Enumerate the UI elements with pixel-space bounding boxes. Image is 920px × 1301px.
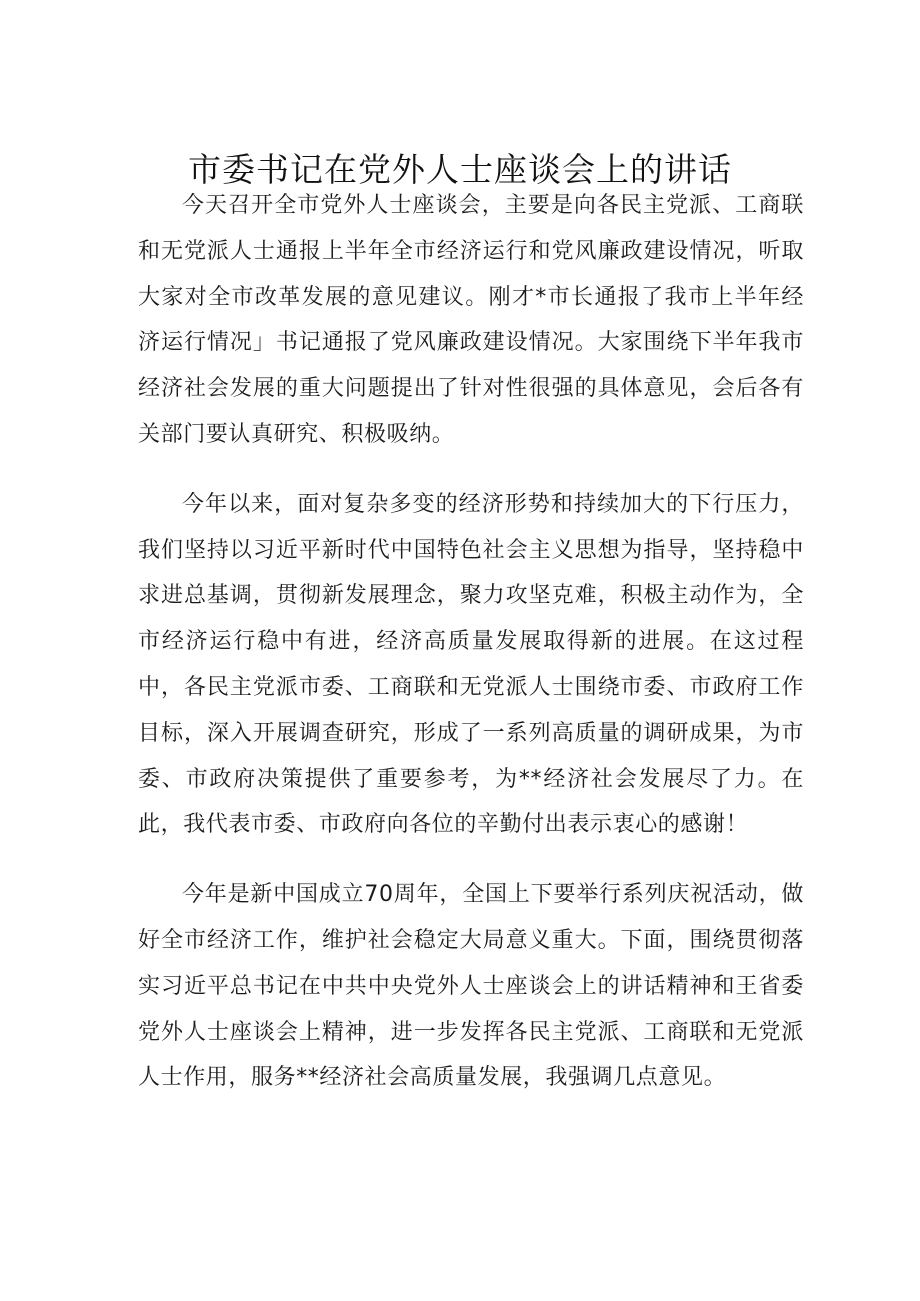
paragraph-opening: 今天召开全市党外人士座谈会，主要是向各民主党派、工商联和无党派人士通报上半年全市经济运行和党风廉政建设情况，听取大家对全市改革发展的意见建议。刚才*市长通报了我市上半年经济运行情况」书记通报了党风廉政建设情况。大家围绕下半年我市经济社会发展的重大问题提出了针对性很强的具体意见，会后各有关部门要认真研究、积极吸纳。 bbox=[138, 193, 804, 447]
paragraph-review: 今年以来，面对复杂多变的经济形势和持续加大的下行压力，我们坚持以习近平新时代中国特色社会主义思想为指导，坚持稳中求进总基调，贯彻新发展理念，聚力攻坚克难，积极主动作为，全市经济运行稳中有进，经济高质量发展取得新的进展。在这过程中，各民主党派市委、工商联和无党派人士围绕市委、市政府工作目标，深入开展调查研究，形成了一系列高质量的调研成果，为市委、市政府决策提供了重要参考，为**经济社会发展尽了力。在此，我代表市委、市政府向各位的辛勤付出表示衷心的感谢！ bbox=[138, 491, 804, 838]
paragraph-outlook: 今年是新中国成立70周年，全国上下要举行系列庆祝活动，做好全市经济工作，维护社会稳定大局意义重大。下面，围绕贯彻落实习近平总书记在中共中央党外人士座谈会上的讲话精神和王省委党外人士座谈会上精神，进一步发挥各民主党派、工商联和无党派人士作用，服务**经济社会高质量发展，我强调几点意见。 bbox=[138, 882, 804, 1091]
document-body bbox=[138, 183, 804, 1101]
page-title: 市委书记在党外人士座谈会上的讲话 bbox=[188, 150, 732, 189]
